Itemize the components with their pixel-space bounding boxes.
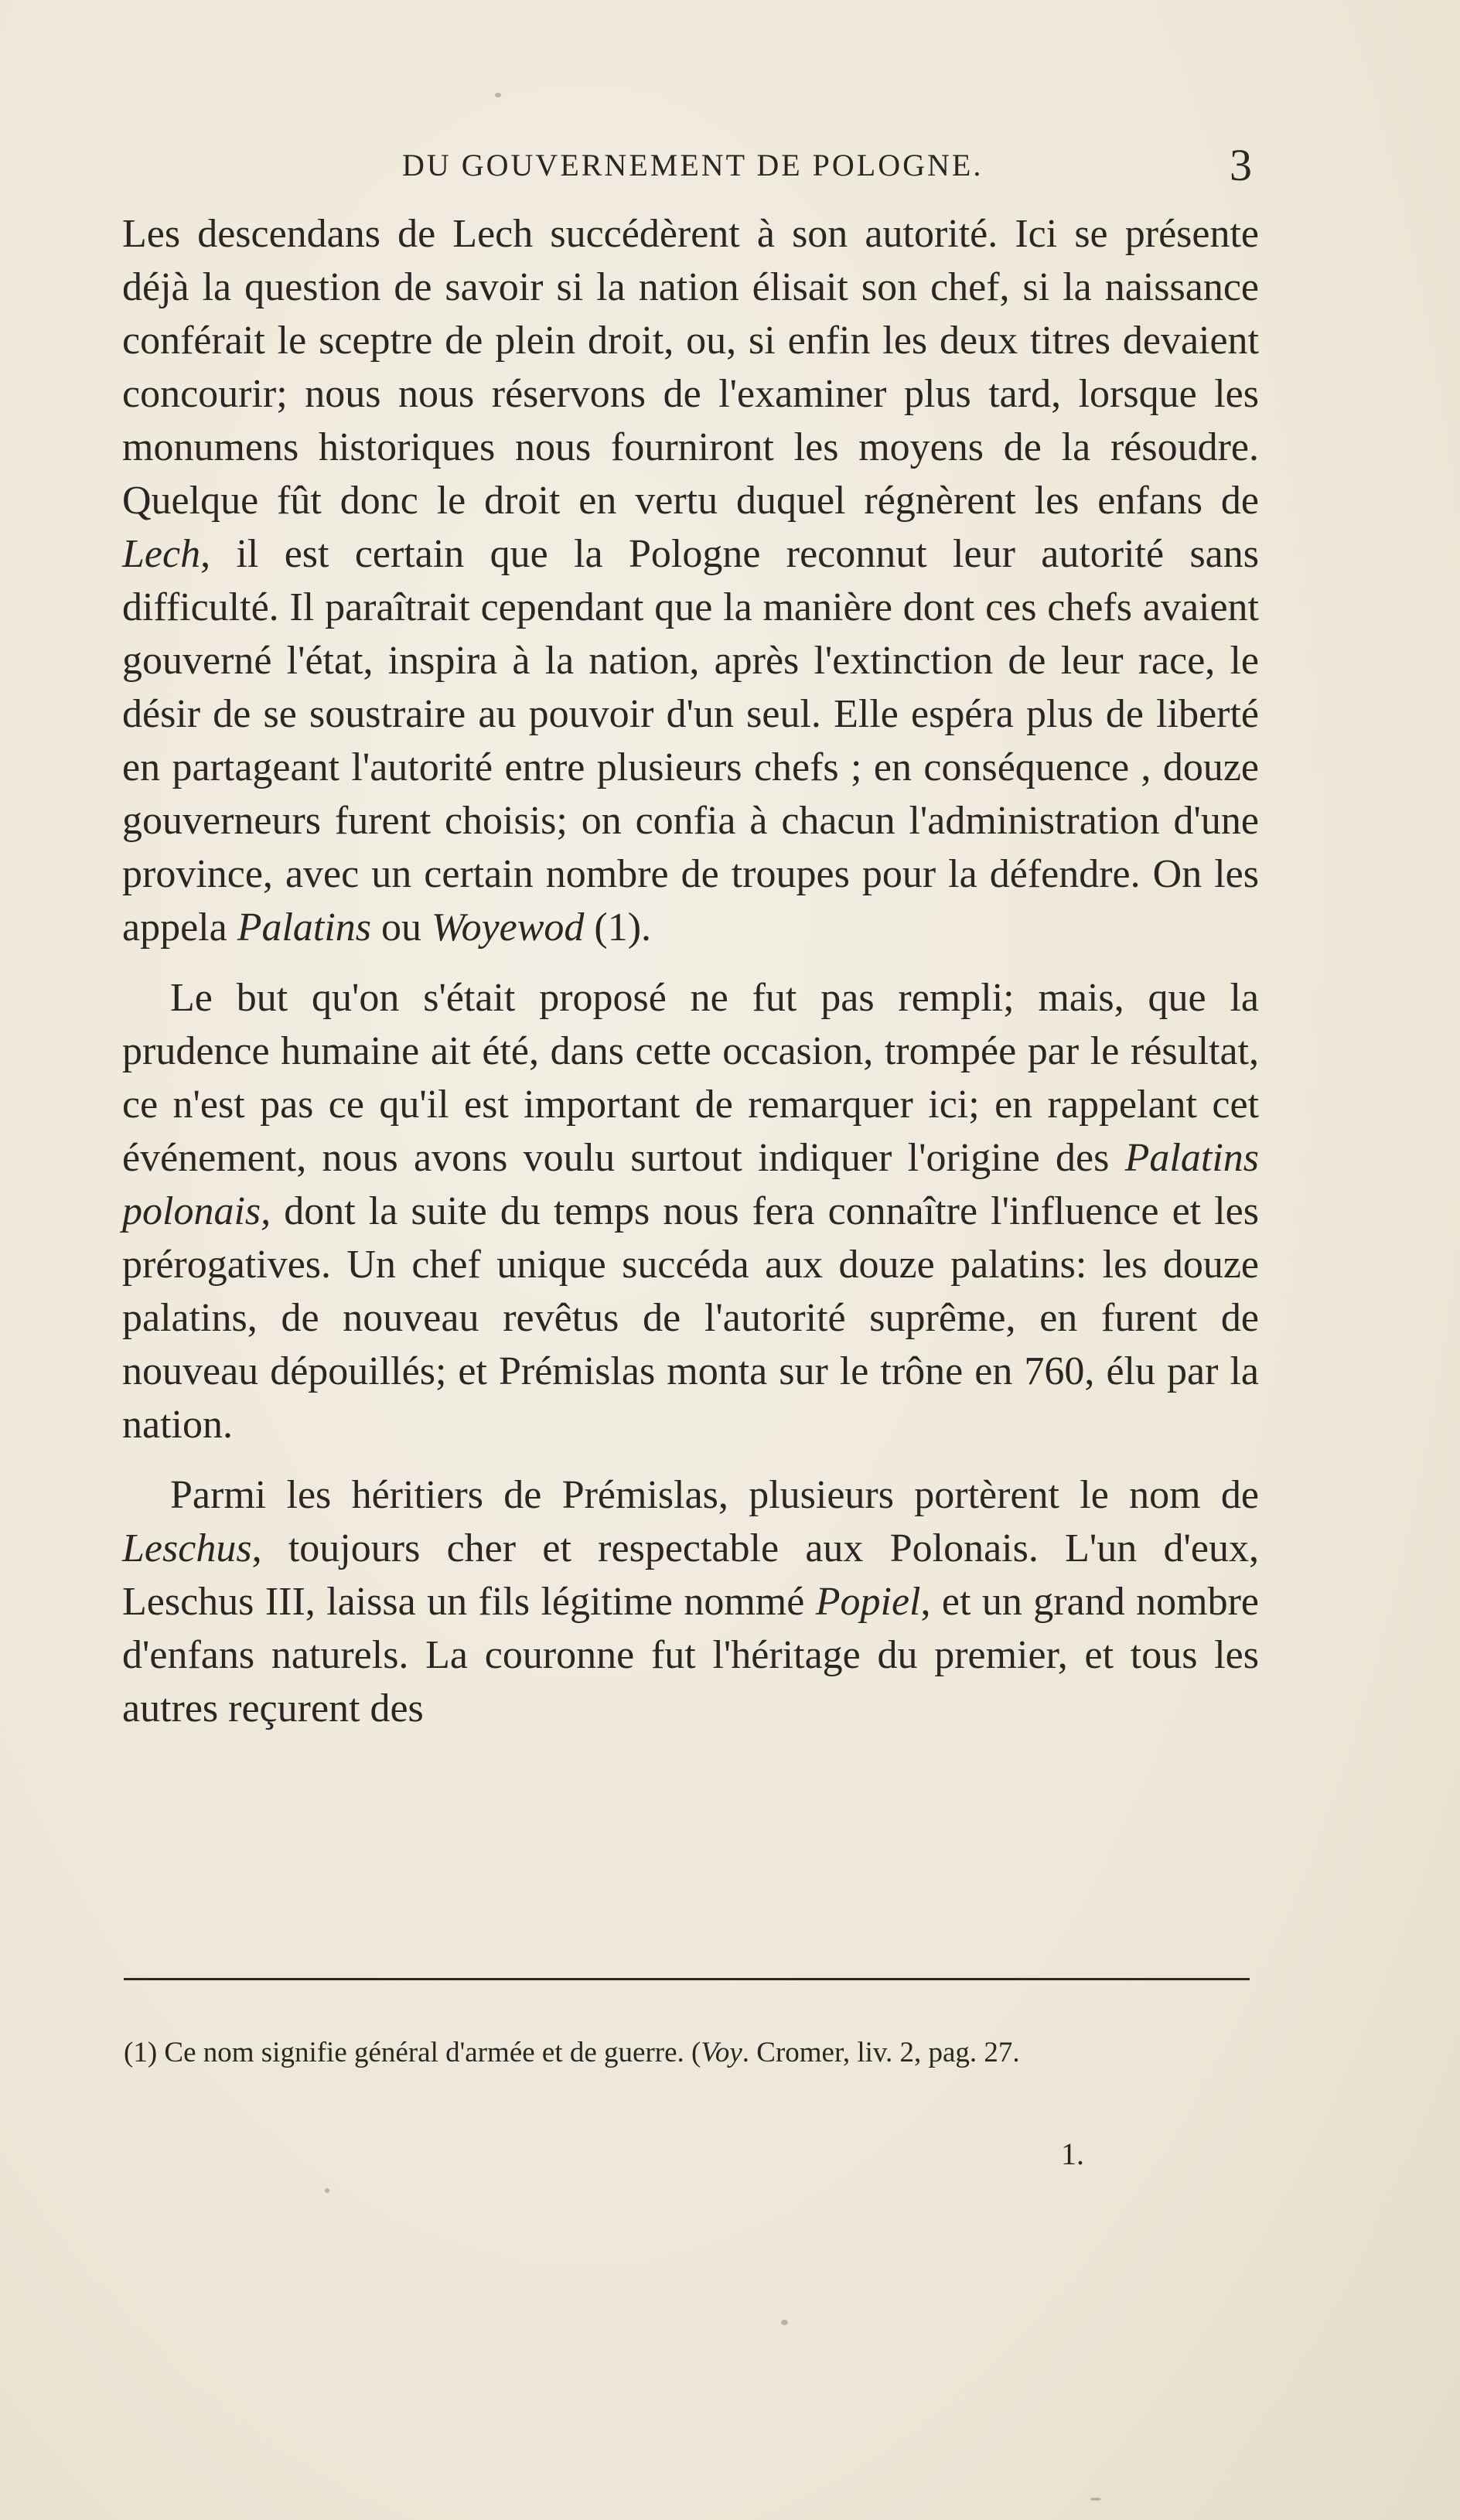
footnote: (1) Ce nom signifie général d'armée et de guerre. (Voy. Cromer, liv. 2, pag. 27.: [124, 2037, 1020, 2068]
paper-speck: [325, 2188, 329, 2193]
italic-term: Leschus: [122, 1526, 252, 1570]
italic-term: Lech: [122, 532, 201, 576]
page-number: 3: [1230, 140, 1252, 190]
italic-term: Palatins: [237, 905, 372, 950]
italic-term: Palatins polonais,: [122, 1136, 1259, 1233]
paper-speck: [495, 93, 501, 97]
paragraph-1: Les descendans de Lech succédèrent à son autorité. Ici se présente déjà la question de savoir si la nation élisait son chef, si la naissance conférait le sceptre de plein droit, ou, si enfin les deux titres devaient concourir; nous nous réservons de l'examiner plus tard, lorsque les monumens historiques nous fourniront les moyens de la résoudre. Quelque fût donc le droit en vertu duquel régnèrent les enfans de Lech, il est certain que la Pologne reconnut leur autorité sans difficulté. Il paraîtrait cependant que la manière dont ces chefs avaient gouverné l'état, inspira à la nation, après l'extinction de leur race, le désir de se soustraire au pouvoir d'un seul. Elle espéra plus de liberté en partageant l'autorité entre plusieurs chefs ; en conséquence , douze gouverneurs furent choisis; on confia à chacun l'administration d'une province, avec un certain nombre de troupes pour la défendre. On les appela Palatins ou Woyewod (1).: [122, 212, 1259, 950]
paragraph-3: Parmi les héritiers de Prémislas, plusieurs portèrent le nom de Leschus, toujours cher et respectable aux Polonais. L'un d'eux, Leschus III, laissa un fils légitime nommé Popiel, et un grand nombre d'enfans naturels. La couronne fut l'héritage du premier, et tous les autres reçurent des: [122, 1473, 1259, 1731]
paper-speck: [1090, 2498, 1101, 2501]
paper-speck: [781, 2320, 788, 2325]
main-text: [122, 207, 1259, 1735]
signature-mark: 1.: [1061, 2136, 1084, 2171]
paragraph-2: Le but qu'on s'était proposé ne fut pas rempli; mais, que la prudence humaine ait été, dans cette occasion, trompée par le résultat, ce n'est pas ce qu'il est important de remarquer ici; en rappelant cet événement, nous avons voulu surtout indiquer l'origine des Palatins polonais, dont la suite du temps nous fera connaître l'influence et les prérogatives. Un chef unique succéda aux douze palatins: les douze palatins, de nouveau revêtus de l'autorité suprême, en furent de nouveau dépouillés; et Prémislas monta sur le trône en 760, élu par la nation.: [122, 976, 1259, 1447]
italic-term: Woyewod: [432, 905, 585, 950]
italic-term: Popiel: [815, 1580, 921, 1624]
footnote-rule: [124, 1978, 1250, 1980]
running-title: DU GOUVERNEMENT DE POLOGNE.: [402, 148, 984, 182]
